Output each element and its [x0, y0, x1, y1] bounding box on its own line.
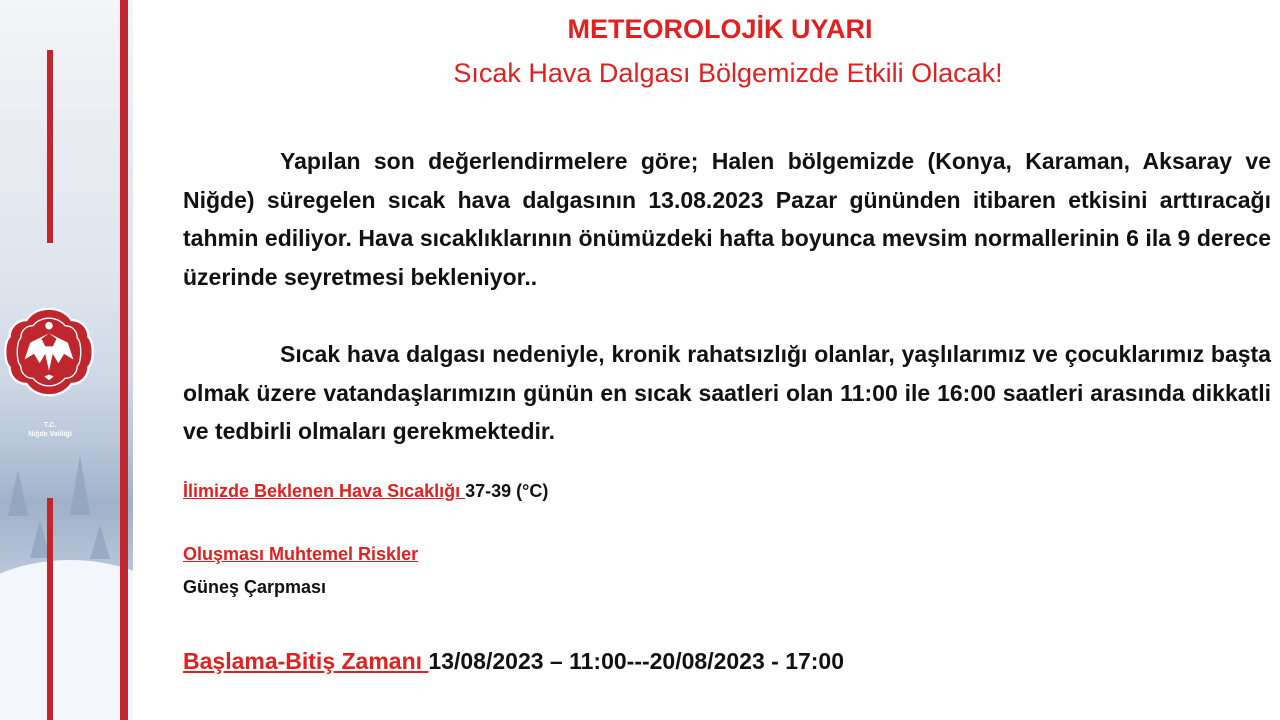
tree-silhouette: [8, 470, 28, 516]
possible-risks-value: Güneş Çarpması: [183, 577, 327, 597]
page-subtitle: Sıcak Hava Dalgası Bölgemizde Etkili Olacak!: [453, 58, 1003, 88]
emblem-caption-tc: T.C.: [43, 422, 57, 429]
start-end-time-label: Başlama-Bitiş Zamanı: [183, 648, 429, 674]
start-end-time-row: [183, 648, 844, 675]
page-title: METEOROLOJİK UYARI: [567, 14, 873, 44]
start-end-time-value: 13/08/2023 – 11:00---20/08/2023 - 17:00: [428, 648, 845, 674]
tree-silhouette: [90, 525, 110, 559]
warning-paragraph-2: Sıcak hava dalgası nedeniyle, kronik rahatsızlığı olanlar, yaşlılarımız ve çocuklarımız başta olmak üzere vatandaşlarımızın günün en sıcak saatleri olan 11:00 ile 16:00 saatleri arasında dikkatli ve tedbirli olmaları gerekmektedir.: [183, 341, 1271, 444]
expected-temperature-row: [183, 481, 548, 502]
tree-silhouette: [70, 455, 90, 515]
red-accent-line-bottom: [47, 498, 53, 720]
red-vertical-line: [120, 0, 128, 720]
warning-paragraph-1: Yapılan son değerlendirmelere göre; Halen bölgemizde (Konya, Karaman, Aksaray ve Niğde) süregelen sıcak hava dalgasının 13.08.2023 Pazar gününden itibaren etkisini arttıracağı tahmin ediliyor. Hava sıcaklıklarının önümüzdeki hafta boyunca mevsim normallerinin 6 ila 9 derece üzerinde seyretmesi bekleniyor..: [183, 148, 1271, 290]
expected-temperature-label: İlimizde Beklenen Hava Sıcaklığı: [183, 481, 466, 501]
possible-risks-label: Oluşması Muhtemel Riskler: [183, 544, 419, 564]
expected-temperature-value: 37-39 (°C): [465, 481, 549, 501]
emblem-caption-name: Niğde Valiliği: [28, 431, 72, 438]
nigde-valiligi-emblem-icon: [2, 305, 96, 399]
